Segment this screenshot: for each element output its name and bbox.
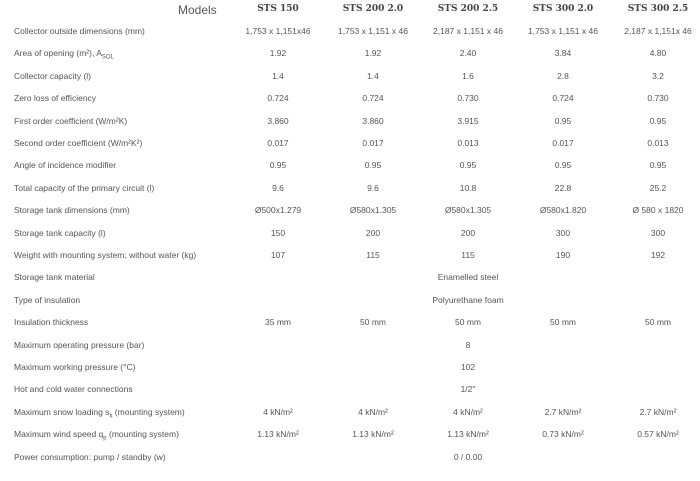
table-cell: 22.8 [554, 182, 572, 193]
table-cell: Ø500x1.279 [254, 205, 302, 216]
row-label: Collector capacity (l) [14, 70, 91, 81]
row-label: Storage tank dimensions (mm) [14, 205, 130, 216]
table-cell: 4.80 [649, 48, 667, 59]
table-cell: Ø580x1.305 [444, 205, 492, 216]
table-cell: 0.95 [459, 160, 477, 171]
table-cell: 0.017 [362, 138, 384, 148]
column-header: STS 300 2.5 [627, 4, 689, 14]
table-cell: 9.6 [272, 182, 284, 193]
table-cell: 2.40 [459, 48, 477, 59]
row-label: Zero loss of efficiency [14, 93, 97, 104]
row-label: Storage tank capacity (l) [14, 227, 106, 238]
table-row [0, 222, 700, 244]
table-cell: 0.73 kN/m² [542, 429, 584, 440]
table-cell: 1.13 kN/m² [257, 429, 299, 440]
row-label: Maximum snow loading $s_k$ (mounting system) [14, 406, 185, 420]
table-cell: 50 mm [360, 317, 386, 328]
row-label: Storage tank material [14, 272, 95, 283]
table-cell: 35 mm [265, 317, 291, 328]
table-cell: 3.860 [362, 115, 384, 126]
table-row [0, 177, 700, 199]
table-cell: 1.4 [367, 70, 379, 81]
row-label: Hot and cold water connections [14, 384, 133, 395]
table-cell: 2.7 kN/m² [639, 406, 677, 417]
column-header: STS 200 2.5 [437, 4, 499, 14]
models-label: Models [178, 3, 217, 17]
table-row [0, 199, 700, 221]
table-cell: 192 [650, 250, 666, 260]
table-cell: 107 [270, 250, 286, 260]
table-cell: 2.8 [557, 70, 569, 81]
table-cell: 3.860 [267, 115, 289, 126]
table-cell: 200 [460, 227, 476, 238]
table-cell: 300 [650, 227, 666, 238]
table-cell: 190 [555, 250, 571, 260]
table-cell-merged: Polyurethane foam [432, 294, 504, 305]
table-cell: 1.6 [462, 70, 474, 81]
table-cell: 4 kN/m² [358, 406, 388, 417]
table-row [0, 42, 700, 64]
column-header: STS 300 2.0 [532, 4, 594, 14]
table-cell: 0.017 [267, 138, 289, 148]
row-label: First order coefficient (W/m²K) [14, 115, 128, 126]
table-row [0, 65, 700, 87]
table-cell: 2.7 kN/m² [544, 406, 582, 417]
table-cell: 1.92 [364, 48, 382, 59]
table-cell: 2,187 x 1,151x 46 [624, 26, 692, 36]
table-cell: 1.13 kN/m² [447, 429, 489, 440]
table-cell: 0.013 [457, 138, 479, 148]
row-label: Area of opening (m²), $A_{SOL}$ [14, 48, 114, 62]
row-label: Maximum wind speed $q_p$ (mounting system) [14, 429, 179, 442]
table-row [0, 334, 700, 356]
row-label: Power consumption: pump / standby (w) [14, 451, 166, 462]
table-cell-merged: 1/2" [460, 384, 476, 395]
table-cell: Ø580x1.305 [349, 205, 397, 216]
table-cell: 0.95 [649, 115, 667, 126]
row-label: Angle of incidence modifier [14, 160, 117, 171]
table-row [0, 266, 700, 288]
table-cell: 115 [461, 250, 475, 260]
table-header [0, 0, 700, 20]
table-cell: 4 kN/m² [263, 406, 293, 417]
table-cell: 9.6 [367, 182, 379, 193]
row-label: Second order coefficient (W/m²K²) [14, 138, 143, 148]
table-row [0, 356, 700, 378]
table-row [0, 401, 700, 423]
table-cell: 0.95 [269, 160, 287, 171]
table-cell: 0.017 [552, 138, 574, 148]
table-cell: 0.95 [364, 160, 382, 171]
column-header: STS 150 [257, 4, 299, 14]
table-cell: 50 mm [455, 317, 481, 328]
table-cell-merged: Enamelled steel [437, 272, 499, 283]
table-cell: 115 [366, 250, 380, 260]
table-cell: 150 [270, 227, 286, 238]
table-row [0, 378, 700, 400]
table-row [0, 20, 700, 42]
table-row [0, 87, 700, 109]
row-label: Maximum operating pressure (bar) [14, 339, 145, 350]
table-cell: 2,187 x 1,151 x 46 [433, 26, 503, 36]
table-cell: Ø 580 x 1820 [632, 205, 684, 216]
row-label: Insulation thickness [14, 317, 89, 328]
table-row [0, 311, 700, 333]
table-cell: Ø580x1.820 [539, 205, 587, 216]
row-label: Type of insulation [14, 294, 81, 305]
table-cell: 3.84 [554, 48, 572, 59]
row-label: Total capacity of the primary circuit (l) [14, 182, 155, 193]
table-cell-merged: 0 / 0.00 [453, 451, 483, 462]
table-cell: 25.2 [649, 182, 667, 193]
column-header: STS 200 2.0 [342, 4, 404, 14]
table-cell: 3.915 [457, 115, 479, 126]
table-row [0, 110, 700, 132]
table-cell: 0.730 [457, 93, 479, 104]
row-label: Maximum working pressure (°C) [14, 362, 136, 372]
table-cell: 0.724 [267, 93, 289, 104]
table-cell: 1.13 kN/m² [352, 429, 394, 440]
table-cell: 4 kN/m² [453, 406, 483, 417]
table-cell: 0.95 [554, 115, 572, 126]
table-cell: 200 [365, 227, 381, 238]
table-cell: 0.95 [554, 160, 572, 171]
table-cell-merged: 102 [460, 362, 476, 372]
table-cell: 0.57 kN/m² [637, 429, 679, 440]
table-cell: 1,753 x 1,151 x 46 [338, 26, 408, 36]
table-cell: 0.724 [362, 93, 384, 104]
table-row [0, 289, 700, 311]
row-label: Collector outside dimensions (mm) [14, 26, 145, 36]
table-cell: 1.4 [272, 70, 284, 81]
table-cell: 0.013 [647, 138, 669, 148]
table-row [0, 423, 700, 445]
table-cell-merged: 8 [465, 339, 471, 350]
table-cell: 0.95 [649, 160, 667, 171]
table-row [0, 244, 700, 266]
table-row [0, 154, 700, 176]
table-cell: 50 mm [550, 317, 576, 328]
table-cell: 1.92 [269, 48, 287, 59]
table-row [0, 132, 700, 154]
table-cell: 1,753 x 1,151 x 46 [528, 26, 598, 36]
table-cell: 0.730 [647, 93, 669, 104]
table-cell: 0.724 [552, 93, 574, 104]
table-cell: 50 mm [645, 317, 671, 328]
table-cell: 10.8 [459, 182, 477, 193]
row-label: Weight with mounting system; without water (kg) [14, 250, 197, 260]
table-cell: 1,753 x 1,151x46 [245, 26, 311, 36]
table-row [0, 446, 700, 468]
table-cell: 3.2 [652, 70, 664, 81]
table-cell: 300 [555, 227, 571, 238]
